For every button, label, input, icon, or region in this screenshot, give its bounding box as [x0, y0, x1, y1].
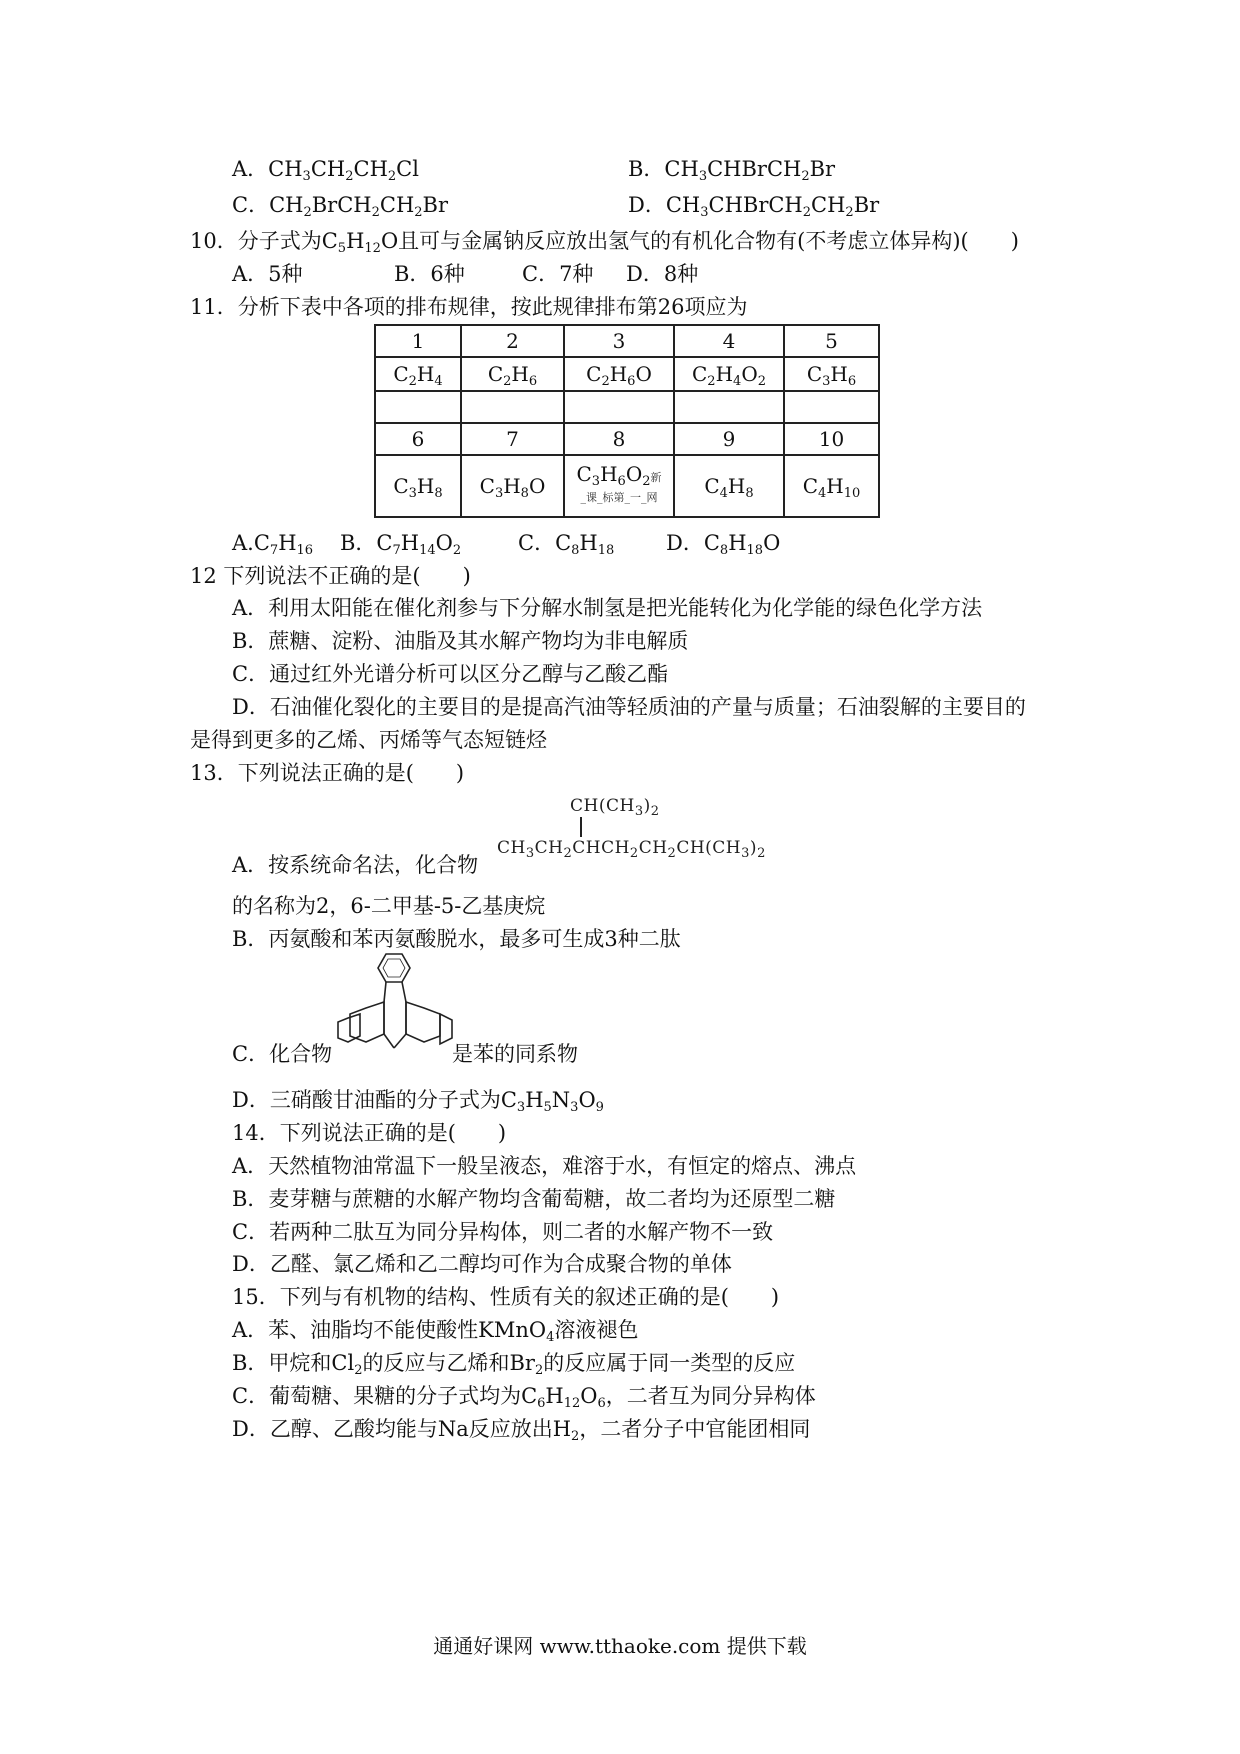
q15-option-c: C．葡萄糖、果糖的分子式均为$C_6H_{12}O_6$，二者互为同分异构体 [232, 1384, 816, 1411]
table-cell: 5 [784, 325, 879, 357]
q12-stem: 12 下列说法不正确的是( ) [190, 564, 471, 588]
table-cell: 1 [375, 325, 461, 357]
q13-struct-main: $CH_3CH_2CHCH_2CH_2CH(CH_3)_2$ [497, 838, 766, 861]
q10-option-a: A．5种 [232, 262, 303, 286]
page-footer: 通通好课网 www.tthaoke.com 提供下载 [433, 1634, 807, 1658]
table-cell: 2 [461, 325, 564, 357]
table-cell: $C_4H_{10}$ [784, 455, 879, 517]
q11-option-a: $A.C_7H_{16}$ [232, 531, 314, 558]
q13-option-b: B．丙氨酸和苯丙氨酸脱水，最多可生成3种二肽 [232, 927, 681, 951]
q14-option-a: A．天然植物油常温下一般呈液态，难溶于水，有恒定的熔点、沸点 [232, 1154, 857, 1178]
q11-table-row-nums-1 [375, 325, 879, 357]
table-cell: $C_2H_6$ [461, 357, 564, 391]
q11-option-b: B．$C_7H_{14}O_2$ [340, 531, 462, 558]
table-cell: 7 [461, 423, 564, 455]
q15-option-d: D．乙醇、乙酸均能与Na反应放出$H_2$，二者分子中官能团相同 [232, 1417, 811, 1444]
q11-options [232, 530, 932, 556]
q15-option-b: B．甲烷和$Cl_2$的反应与乙烯和$Br_2$的反应属于同一类型的反应 [232, 1351, 796, 1378]
table-cell: 10 [784, 423, 879, 455]
q12-option-b: B．蔗糖、淀粉、油脂及其水解产物均为非电解质 [232, 629, 689, 653]
table-cell: 6 [375, 423, 461, 455]
table-cell: $C_3H_8O$ [461, 455, 564, 517]
q14-option-b: B．麦芽糖与蔗糖的水解产物均含葡萄糖，故二者均为还原型二糖 [232, 1187, 836, 1211]
q11-option-d: D．$C_8H_{18}O$ [666, 531, 781, 558]
q9-options-row2 [232, 192, 1032, 218]
table-cell: $C_3H_8$ [375, 455, 461, 517]
table-cell: $C_2H_6O$ [564, 357, 674, 391]
table-cell: 9 [674, 423, 784, 455]
q11-table-row-formulas-1 [375, 357, 879, 391]
table-cell: 8 [564, 423, 674, 455]
q9-option-c: C．$CH_2BrCH_2CH_2Br$ [232, 193, 449, 220]
table-cell: 4 [674, 325, 784, 357]
q13-struct-bond [580, 817, 582, 837]
q15-stem: 15．下列与有机物的结构、性质有关的叙述正确的是( ) [232, 1285, 780, 1309]
table-cell: $C_2H_4O_2$ [674, 357, 784, 391]
table-cell-formula: $C_3H_6O_2$ [576, 462, 651, 489]
q12-option-c: C．通过红外光谱分析可以区分乙醇与乙酸乙酯 [232, 662, 669, 686]
q12-option-d-line2: 是得到更多的乙烯、丙烯等气态短链烃 [190, 728, 547, 752]
q10-option-b: B．6种 [394, 262, 465, 286]
q12-option-d-line1: D．石油催化裂化的主要目的是提高汽油等轻质油的产量与质量；石油裂解的主要目的 [232, 695, 1026, 719]
q13-option-d: D．三硝酸甘油酯的分子式为$C_3H_5N_3O_9$ [232, 1088, 604, 1115]
q10-option-d: D．8种 [626, 262, 699, 286]
q11-table-row-formulas-2 [375, 455, 879, 517]
q13-option-c-suffix: 是苯的同系物 [452, 1042, 578, 1066]
triptycene-structure-icon [336, 952, 456, 1066]
table-cell [375, 391, 461, 423]
q12-option-a: A．利用太阳能在催化剂参与下分解水制氢是把光能转化为化学能的绿色化学方法 [232, 596, 983, 620]
q14-option-c: C．若两种二肽互为同分异构体，则二者的水解产物不一致 [232, 1220, 774, 1244]
q14-stem: 14．下列说法正确的是( ) [232, 1121, 507, 1145]
table-cell: $C_3H_6$ [784, 357, 879, 391]
table-cell: $C_4H_8$ [674, 455, 784, 517]
q13-stem: 13．下列说法正确的是( ) [190, 761, 465, 785]
q11-sequence-table [374, 324, 880, 518]
q9-options-row1 [232, 156, 1032, 182]
watermark-text: 新 [650, 471, 662, 484]
q13-option-a: A．按系统命名法，化合物 [232, 853, 479, 877]
q15-option-a: A．苯、油脂均不能使酸性KMnO$_4$溶液褪色 [232, 1318, 639, 1345]
q9-option-a: A．$CH_3CH_2CH_2Cl$ [232, 157, 419, 184]
q10-option-c: C．7种 [522, 262, 594, 286]
q13-option-a-cont: 的名称为2，6-二甲基-5-乙基庚烷 [232, 894, 546, 918]
q9-option-d: D．$CH_3CHBrCH_2CH_2Br$ [628, 193, 880, 220]
q9-option-b: B．$CH_3CHBrCH_2Br$ [628, 157, 836, 184]
q13-option-c-prefix: C．化合物 [232, 1042, 333, 1066]
q11-table-row-empty [375, 391, 879, 423]
q14-option-d: D．乙醛、氯乙烯和乙二醇均可作为合成聚合物的单体 [232, 1252, 732, 1276]
q11-option-c: C．$C_8H_{18}$ [518, 531, 615, 558]
q11-stem: 11．分析下表中各项的排布规律，按此规律排布第26项应为 [190, 295, 748, 319]
table-cell [784, 391, 879, 423]
q11-table-row-nums-2 [375, 423, 879, 455]
q13-struct-branch: $CH(CH_3)_2$ [570, 796, 660, 819]
watermark-text: _课_标第_一_网 [580, 491, 658, 504]
table-cell [674, 391, 784, 423]
table-cell [461, 391, 564, 423]
q10-options [232, 261, 832, 287]
table-cell [564, 455, 674, 517]
table-cell: 3 [564, 325, 674, 357]
table-cell [564, 391, 674, 423]
q10-stem: 10．分子式为$C_5H_{12}O$且可与金属钠反应放出氢气的有机化合物有(不考虑立体异构)( ) [190, 229, 1019, 256]
table-cell: $C_2H_4$ [375, 357, 461, 391]
